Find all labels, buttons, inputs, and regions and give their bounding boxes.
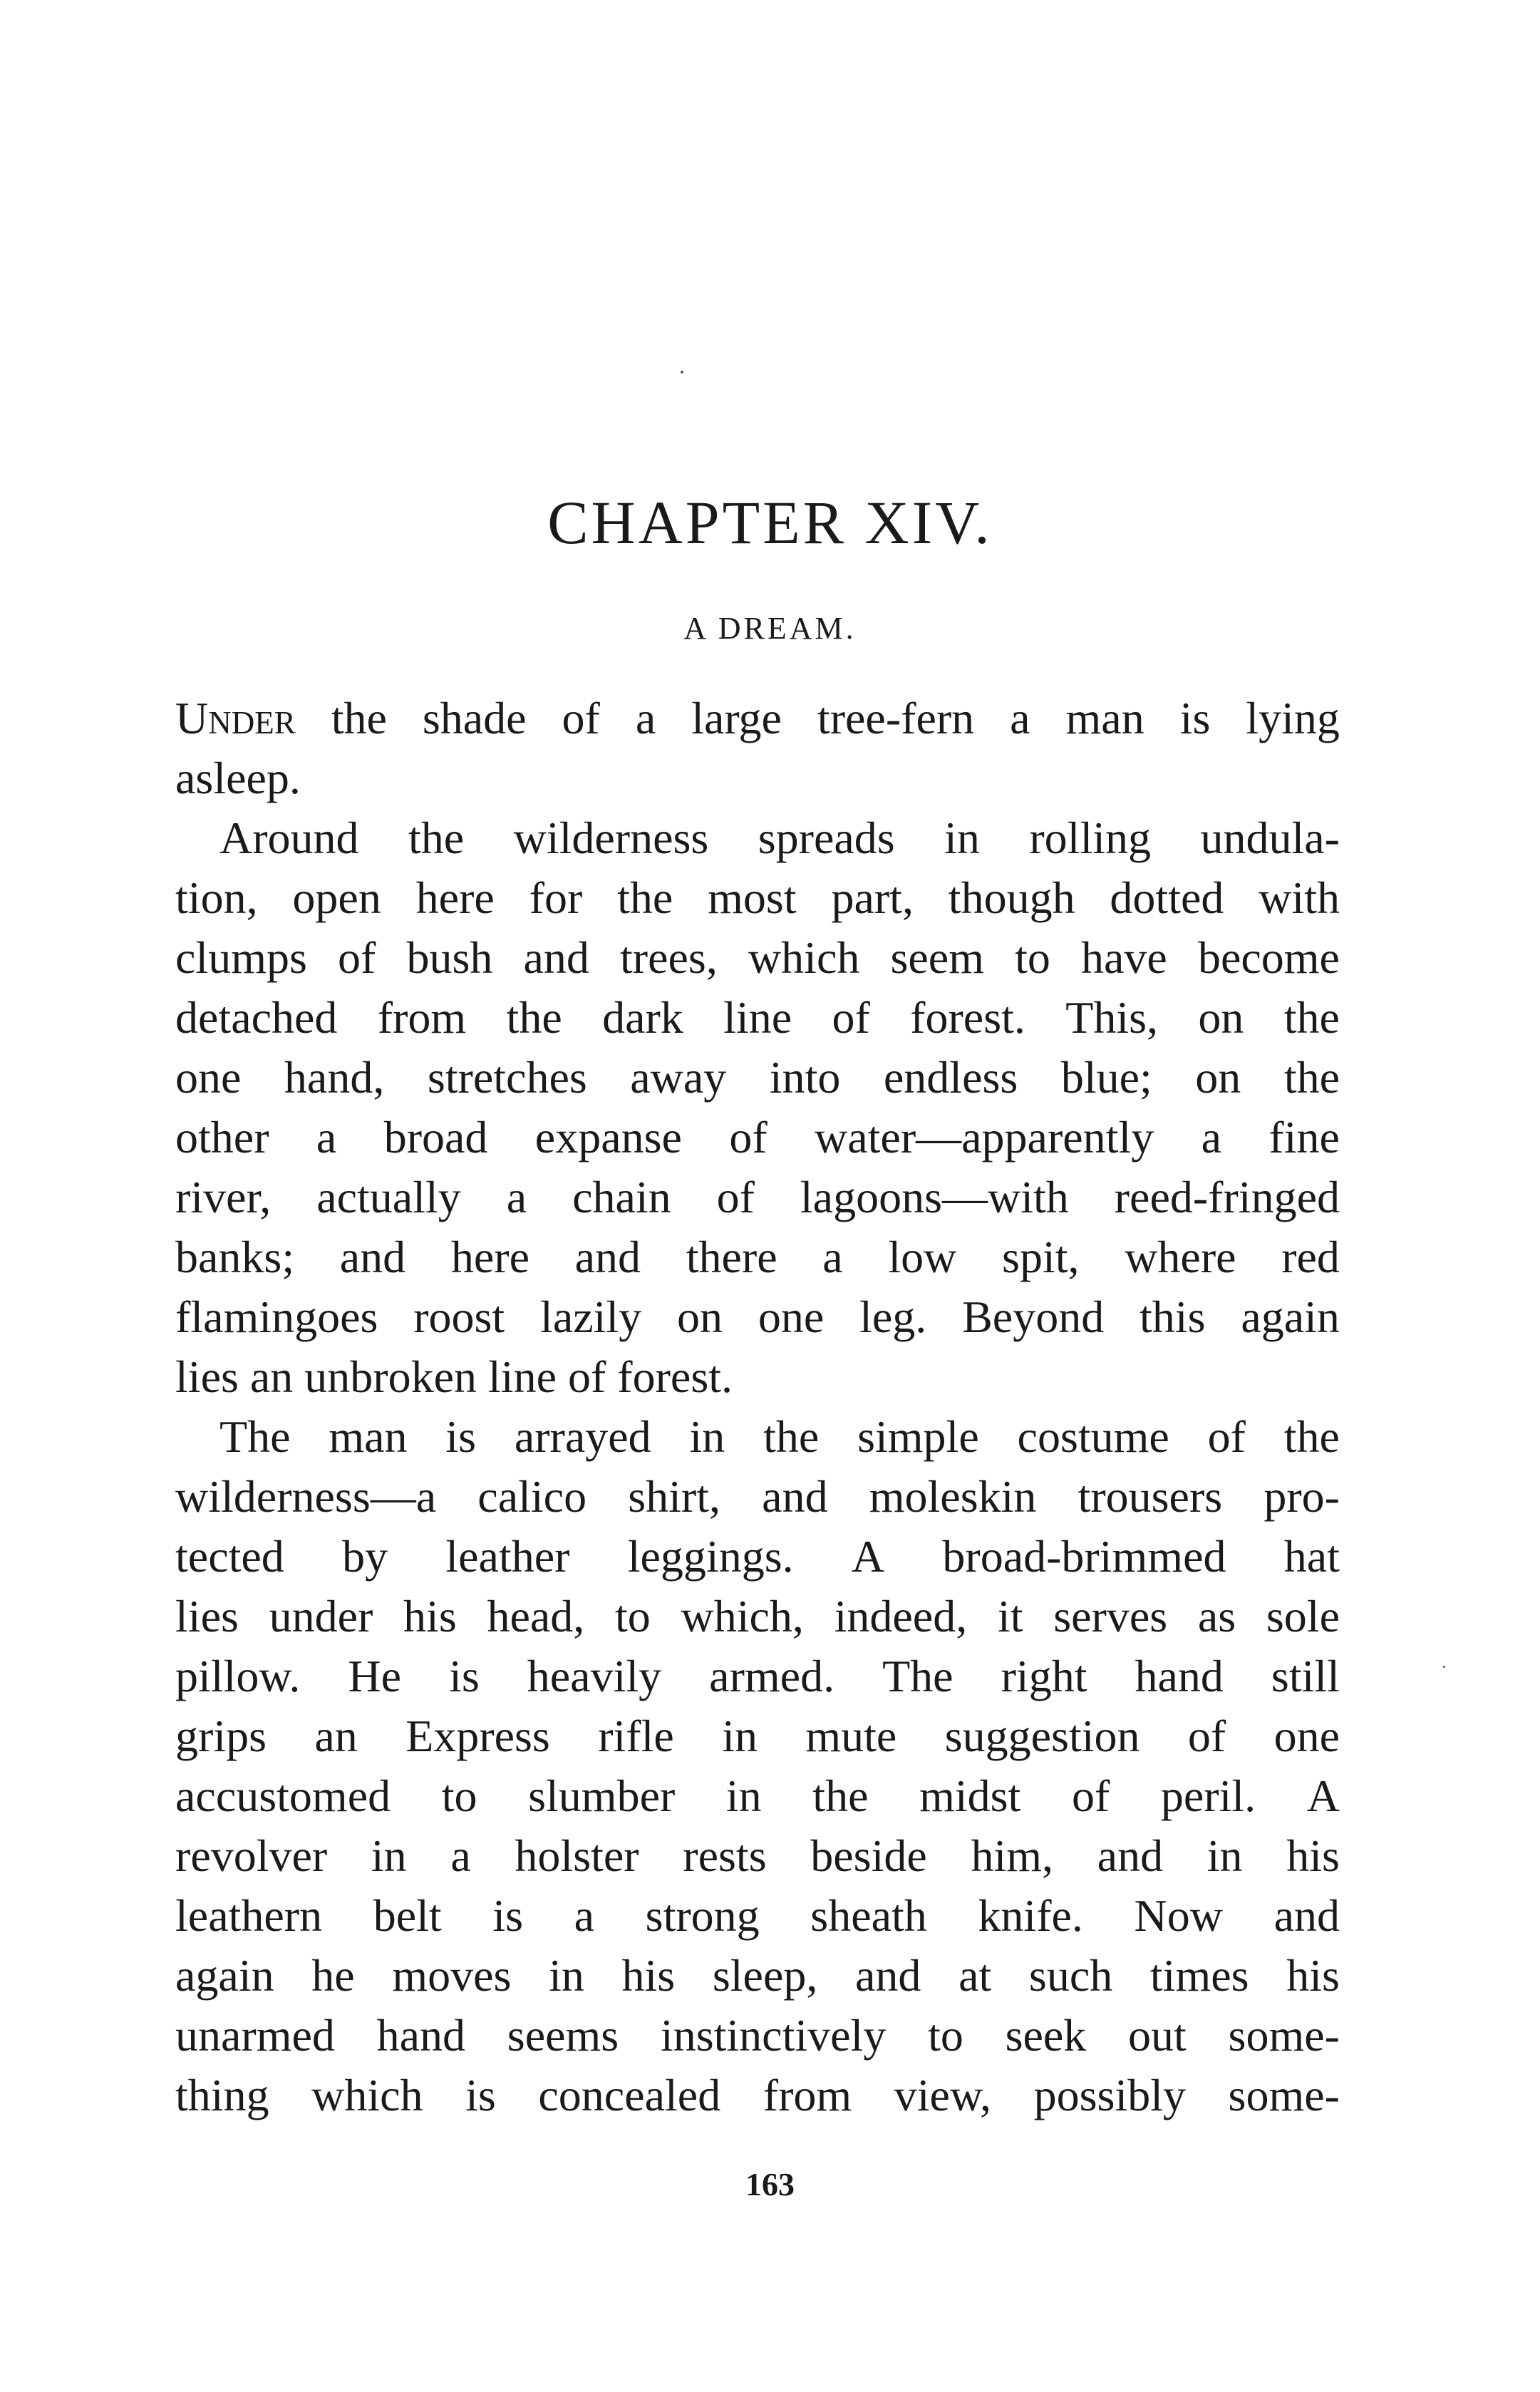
word: trees, bbox=[620, 932, 718, 983]
word: a bbox=[450, 1830, 471, 1881]
word: his bbox=[621, 1950, 676, 2001]
text-line bbox=[175, 1646, 1340, 1706]
word: is bbox=[445, 1411, 476, 1462]
word: where bbox=[1125, 1232, 1236, 1282]
word: and bbox=[855, 1950, 921, 2001]
text-line bbox=[175, 868, 1340, 928]
word: dotted bbox=[1110, 872, 1224, 923]
word: on bbox=[1195, 1052, 1241, 1103]
word: leggings. bbox=[627, 1531, 794, 1582]
word: A bbox=[1306, 1770, 1340, 1821]
word: rests bbox=[683, 1830, 767, 1881]
word: some- bbox=[1228, 2010, 1340, 2061]
word: other bbox=[175, 1112, 269, 1163]
word: indeed, bbox=[834, 1591, 968, 1641]
word: spit, bbox=[1002, 1232, 1080, 1282]
word: of bbox=[562, 693, 600, 743]
word: forest. bbox=[910, 992, 1025, 1043]
chapter-title: CHAPTER XIV. bbox=[547, 488, 993, 557]
text-line bbox=[175, 1766, 1340, 1826]
word: dark bbox=[602, 992, 683, 1043]
word: reed-fringed bbox=[1114, 1172, 1340, 1222]
word: in bbox=[689, 1411, 725, 1462]
word: the bbox=[331, 693, 387, 743]
word: and bbox=[339, 1232, 406, 1282]
word: heavily bbox=[527, 1651, 662, 1701]
word: belt bbox=[373, 1890, 442, 1941]
drop-word: Under bbox=[175, 693, 296, 743]
print-speck bbox=[681, 371, 683, 373]
word: and bbox=[1097, 1830, 1164, 1881]
text-line bbox=[175, 1587, 1340, 1646]
word: serves bbox=[1053, 1591, 1168, 1641]
text-line bbox=[175, 1287, 1340, 1347]
word: one bbox=[758, 1292, 825, 1342]
word: the bbox=[812, 1770, 869, 1821]
word: a bbox=[1010, 693, 1030, 743]
word: his bbox=[1286, 1830, 1340, 1881]
chapter-subtitle: A DREAM. bbox=[683, 611, 857, 646]
word: to bbox=[441, 1770, 477, 1821]
word: it bbox=[997, 1591, 1023, 1641]
word: strong bbox=[645, 1890, 760, 1941]
word: seems bbox=[507, 2010, 619, 2061]
word: unarmed bbox=[175, 2010, 335, 2061]
word: flamingoes bbox=[175, 1292, 378, 1342]
word: and bbox=[523, 932, 589, 983]
word: as bbox=[1197, 1591, 1236, 1641]
word: and bbox=[1273, 1890, 1340, 1941]
word: sleep, bbox=[712, 1950, 818, 2001]
page-number: 163 bbox=[745, 2166, 795, 2202]
word: Around bbox=[219, 813, 359, 863]
word: endless bbox=[883, 1052, 1018, 1103]
word: calico bbox=[477, 1471, 587, 1522]
word: of bbox=[567, 1351, 606, 1402]
text-line bbox=[175, 1407, 1340, 1467]
word: arrayed bbox=[514, 1411, 651, 1462]
word: leg. bbox=[859, 1292, 927, 1342]
word: a bbox=[574, 1890, 595, 1941]
text-line bbox=[175, 2006, 1340, 2066]
word: still bbox=[1271, 1651, 1340, 1701]
word: suggestion bbox=[944, 1711, 1140, 1761]
word: his bbox=[1286, 1950, 1340, 2001]
word: He bbox=[348, 1651, 402, 1701]
word: hand bbox=[376, 2010, 466, 2061]
word: shade bbox=[422, 693, 527, 743]
word: of bbox=[1187, 1711, 1226, 1761]
word: lying bbox=[1246, 693, 1340, 743]
word: lies bbox=[175, 1351, 239, 1402]
word: The bbox=[219, 1411, 291, 1462]
word: roost bbox=[413, 1292, 505, 1342]
word: hand, bbox=[284, 1052, 385, 1103]
word: him, bbox=[971, 1830, 1053, 1881]
text-line bbox=[175, 1706, 1340, 1766]
word: the bbox=[1283, 1411, 1340, 1462]
text-line bbox=[175, 1048, 1340, 1108]
word: a bbox=[316, 1112, 337, 1163]
word: large bbox=[691, 693, 782, 743]
word: of bbox=[1071, 1770, 1110, 1821]
word: midst bbox=[919, 1770, 1021, 1821]
word: on bbox=[1198, 992, 1244, 1043]
word: broad bbox=[383, 1112, 488, 1163]
word: leathern bbox=[175, 1890, 323, 1941]
word: again bbox=[1241, 1292, 1340, 1342]
text-line bbox=[175, 988, 1340, 1048]
word: have bbox=[1081, 932, 1167, 983]
text-line bbox=[175, 2066, 1340, 2125]
word: to bbox=[1015, 932, 1050, 983]
word: at bbox=[958, 1950, 992, 2001]
word: of bbox=[716, 1172, 755, 1222]
word: A bbox=[851, 1531, 885, 1582]
text-line bbox=[175, 1347, 1340, 1407]
word: chain bbox=[572, 1172, 671, 1222]
word: is bbox=[492, 1890, 523, 1941]
word: is bbox=[449, 1651, 480, 1701]
word: actually bbox=[316, 1172, 461, 1222]
word: open bbox=[292, 872, 381, 923]
word: Beyond bbox=[962, 1292, 1105, 1342]
word: some- bbox=[1228, 2070, 1340, 2120]
word: sole bbox=[1266, 1591, 1340, 1641]
word: a bbox=[1201, 1112, 1222, 1163]
word: a bbox=[506, 1172, 527, 1222]
word: river, bbox=[175, 1172, 272, 1222]
word: line bbox=[723, 992, 792, 1043]
word: beside bbox=[810, 1830, 927, 1881]
word: into bbox=[769, 1052, 841, 1103]
word: of bbox=[338, 932, 376, 983]
word: armed. bbox=[709, 1651, 835, 1701]
word: is bbox=[1179, 693, 1211, 743]
word: knife. bbox=[978, 1890, 1083, 1941]
word: with bbox=[1259, 872, 1340, 923]
word: unbroken bbox=[304, 1351, 477, 1402]
word: in bbox=[722, 1711, 758, 1761]
word: of bbox=[832, 992, 870, 1043]
word: rolling bbox=[1029, 813, 1151, 863]
word: right bbox=[1001, 1651, 1087, 1701]
word: a bbox=[635, 693, 656, 743]
body-text bbox=[175, 689, 1340, 2125]
word: lies bbox=[175, 1591, 239, 1641]
word: the bbox=[617, 872, 673, 923]
word: again bbox=[175, 1950, 274, 2001]
word: here bbox=[415, 872, 495, 923]
word: rifle bbox=[598, 1711, 674, 1761]
word: this bbox=[1140, 1292, 1206, 1342]
word: line bbox=[488, 1351, 557, 1402]
word: Now bbox=[1134, 1890, 1223, 1941]
word: times bbox=[1149, 1950, 1249, 2001]
word: possibly bbox=[1033, 2070, 1186, 2120]
word: most bbox=[708, 872, 797, 923]
word: the bbox=[506, 992, 562, 1043]
word: he bbox=[311, 1950, 355, 2001]
word: from bbox=[763, 2070, 852, 2120]
word: out bbox=[1128, 2010, 1187, 2061]
word: spreads bbox=[758, 813, 895, 863]
word: mute bbox=[805, 1711, 897, 1761]
word: of bbox=[729, 1112, 768, 1163]
text-line bbox=[175, 748, 1340, 808]
word: his bbox=[403, 1591, 457, 1641]
word: part, bbox=[831, 872, 914, 923]
word: fine bbox=[1268, 1112, 1340, 1163]
word: one bbox=[175, 1052, 242, 1103]
text-line bbox=[175, 1826, 1340, 1886]
word: away bbox=[630, 1052, 727, 1103]
word: detached bbox=[175, 992, 338, 1043]
word: accustomed bbox=[175, 1770, 391, 1821]
word: bush bbox=[406, 932, 493, 983]
word: from bbox=[377, 992, 467, 1043]
word: pro- bbox=[1263, 1471, 1340, 1522]
word: on bbox=[677, 1292, 723, 1342]
text-line bbox=[175, 1886, 1340, 1946]
word: in bbox=[371, 1830, 407, 1881]
word: undula- bbox=[1200, 813, 1340, 863]
word: of bbox=[1207, 1411, 1246, 1462]
word: forest. bbox=[617, 1351, 733, 1402]
word: broad-brimmed bbox=[942, 1531, 1226, 1582]
word: water—apparently bbox=[815, 1112, 1154, 1163]
word: which, bbox=[681, 1591, 804, 1641]
word: the bbox=[763, 1411, 820, 1462]
word: a bbox=[822, 1232, 843, 1282]
word: in bbox=[1206, 1830, 1243, 1881]
text-line bbox=[175, 689, 1340, 748]
word: under bbox=[269, 1591, 373, 1641]
word: thing bbox=[175, 2070, 269, 2120]
word: the bbox=[408, 813, 465, 863]
word: asleep. bbox=[175, 753, 301, 803]
word: clumps bbox=[175, 932, 307, 983]
word: in bbox=[944, 813, 980, 863]
word: simple bbox=[857, 1411, 979, 1462]
word: one bbox=[1273, 1711, 1340, 1761]
text-line bbox=[175, 808, 1340, 868]
word: low bbox=[888, 1232, 957, 1282]
word: wilderness bbox=[513, 813, 709, 863]
word: there bbox=[686, 1232, 777, 1282]
word: blue; bbox=[1060, 1052, 1152, 1103]
word: trousers bbox=[1078, 1471, 1223, 1522]
word: holster bbox=[515, 1830, 639, 1881]
word: pillow. bbox=[175, 1651, 301, 1701]
word: instinctively bbox=[660, 2010, 887, 2061]
word: which bbox=[311, 2070, 423, 2120]
word: for bbox=[529, 872, 583, 923]
word: lazily bbox=[540, 1292, 642, 1342]
word: slumber bbox=[528, 1770, 676, 1821]
word: revolver bbox=[175, 1830, 328, 1881]
text-line bbox=[175, 1108, 1340, 1167]
word: red bbox=[1281, 1232, 1340, 1282]
word: to bbox=[928, 2010, 963, 2061]
word: hat bbox=[1283, 1531, 1340, 1582]
word: moves bbox=[392, 1950, 512, 2001]
word: lagoons—with bbox=[800, 1172, 1069, 1222]
word: concealed bbox=[538, 2070, 721, 2120]
text-line bbox=[175, 1227, 1340, 1287]
word: banks; bbox=[175, 1232, 295, 1282]
word: seek bbox=[1005, 2010, 1087, 2061]
word: tree-fern bbox=[817, 693, 975, 743]
word: an bbox=[314, 1711, 358, 1761]
word: by bbox=[342, 1531, 388, 1582]
word: to bbox=[614, 1591, 651, 1641]
word: grips bbox=[175, 1711, 267, 1761]
word: man bbox=[329, 1411, 408, 1462]
word: stretches bbox=[427, 1052, 587, 1103]
word: and bbox=[762, 1471, 828, 1522]
word: expanse bbox=[534, 1112, 682, 1163]
word: This, bbox=[1065, 992, 1159, 1043]
text-line bbox=[175, 928, 1340, 988]
word: peril. bbox=[1160, 1770, 1256, 1821]
word: an bbox=[249, 1351, 294, 1402]
word: in bbox=[549, 1950, 584, 2001]
text-line bbox=[175, 1946, 1340, 2006]
word: moleskin bbox=[869, 1471, 1037, 1522]
word: become bbox=[1197, 932, 1340, 983]
word: tion, bbox=[175, 872, 258, 923]
word: Express bbox=[405, 1711, 550, 1761]
word: though bbox=[948, 872, 1075, 923]
word: the bbox=[1283, 992, 1340, 1043]
word: such bbox=[1028, 1950, 1113, 2001]
word: wilderness—a bbox=[175, 1471, 437, 1522]
word: sheath bbox=[810, 1890, 927, 1941]
text-line bbox=[175, 1467, 1340, 1527]
word: leather bbox=[445, 1531, 570, 1582]
word: seem bbox=[890, 932, 984, 983]
word: shirt, bbox=[628, 1471, 720, 1522]
word: which bbox=[748, 932, 860, 983]
word: hand bbox=[1135, 1651, 1224, 1701]
word: man bbox=[1065, 693, 1144, 743]
word: head, bbox=[487, 1591, 585, 1641]
word: the bbox=[1283, 1052, 1340, 1103]
word: and bbox=[574, 1232, 641, 1282]
word: in bbox=[725, 1770, 762, 1821]
text-line bbox=[175, 1527, 1340, 1587]
print-speck bbox=[1443, 1666, 1445, 1668]
word: tected bbox=[175, 1531, 284, 1582]
word: is bbox=[465, 2070, 496, 2120]
word: view, bbox=[894, 2070, 992, 2120]
word: costume bbox=[1017, 1411, 1169, 1462]
text-line bbox=[175, 1167, 1340, 1227]
word: The bbox=[882, 1651, 954, 1701]
word: here bbox=[450, 1232, 529, 1282]
